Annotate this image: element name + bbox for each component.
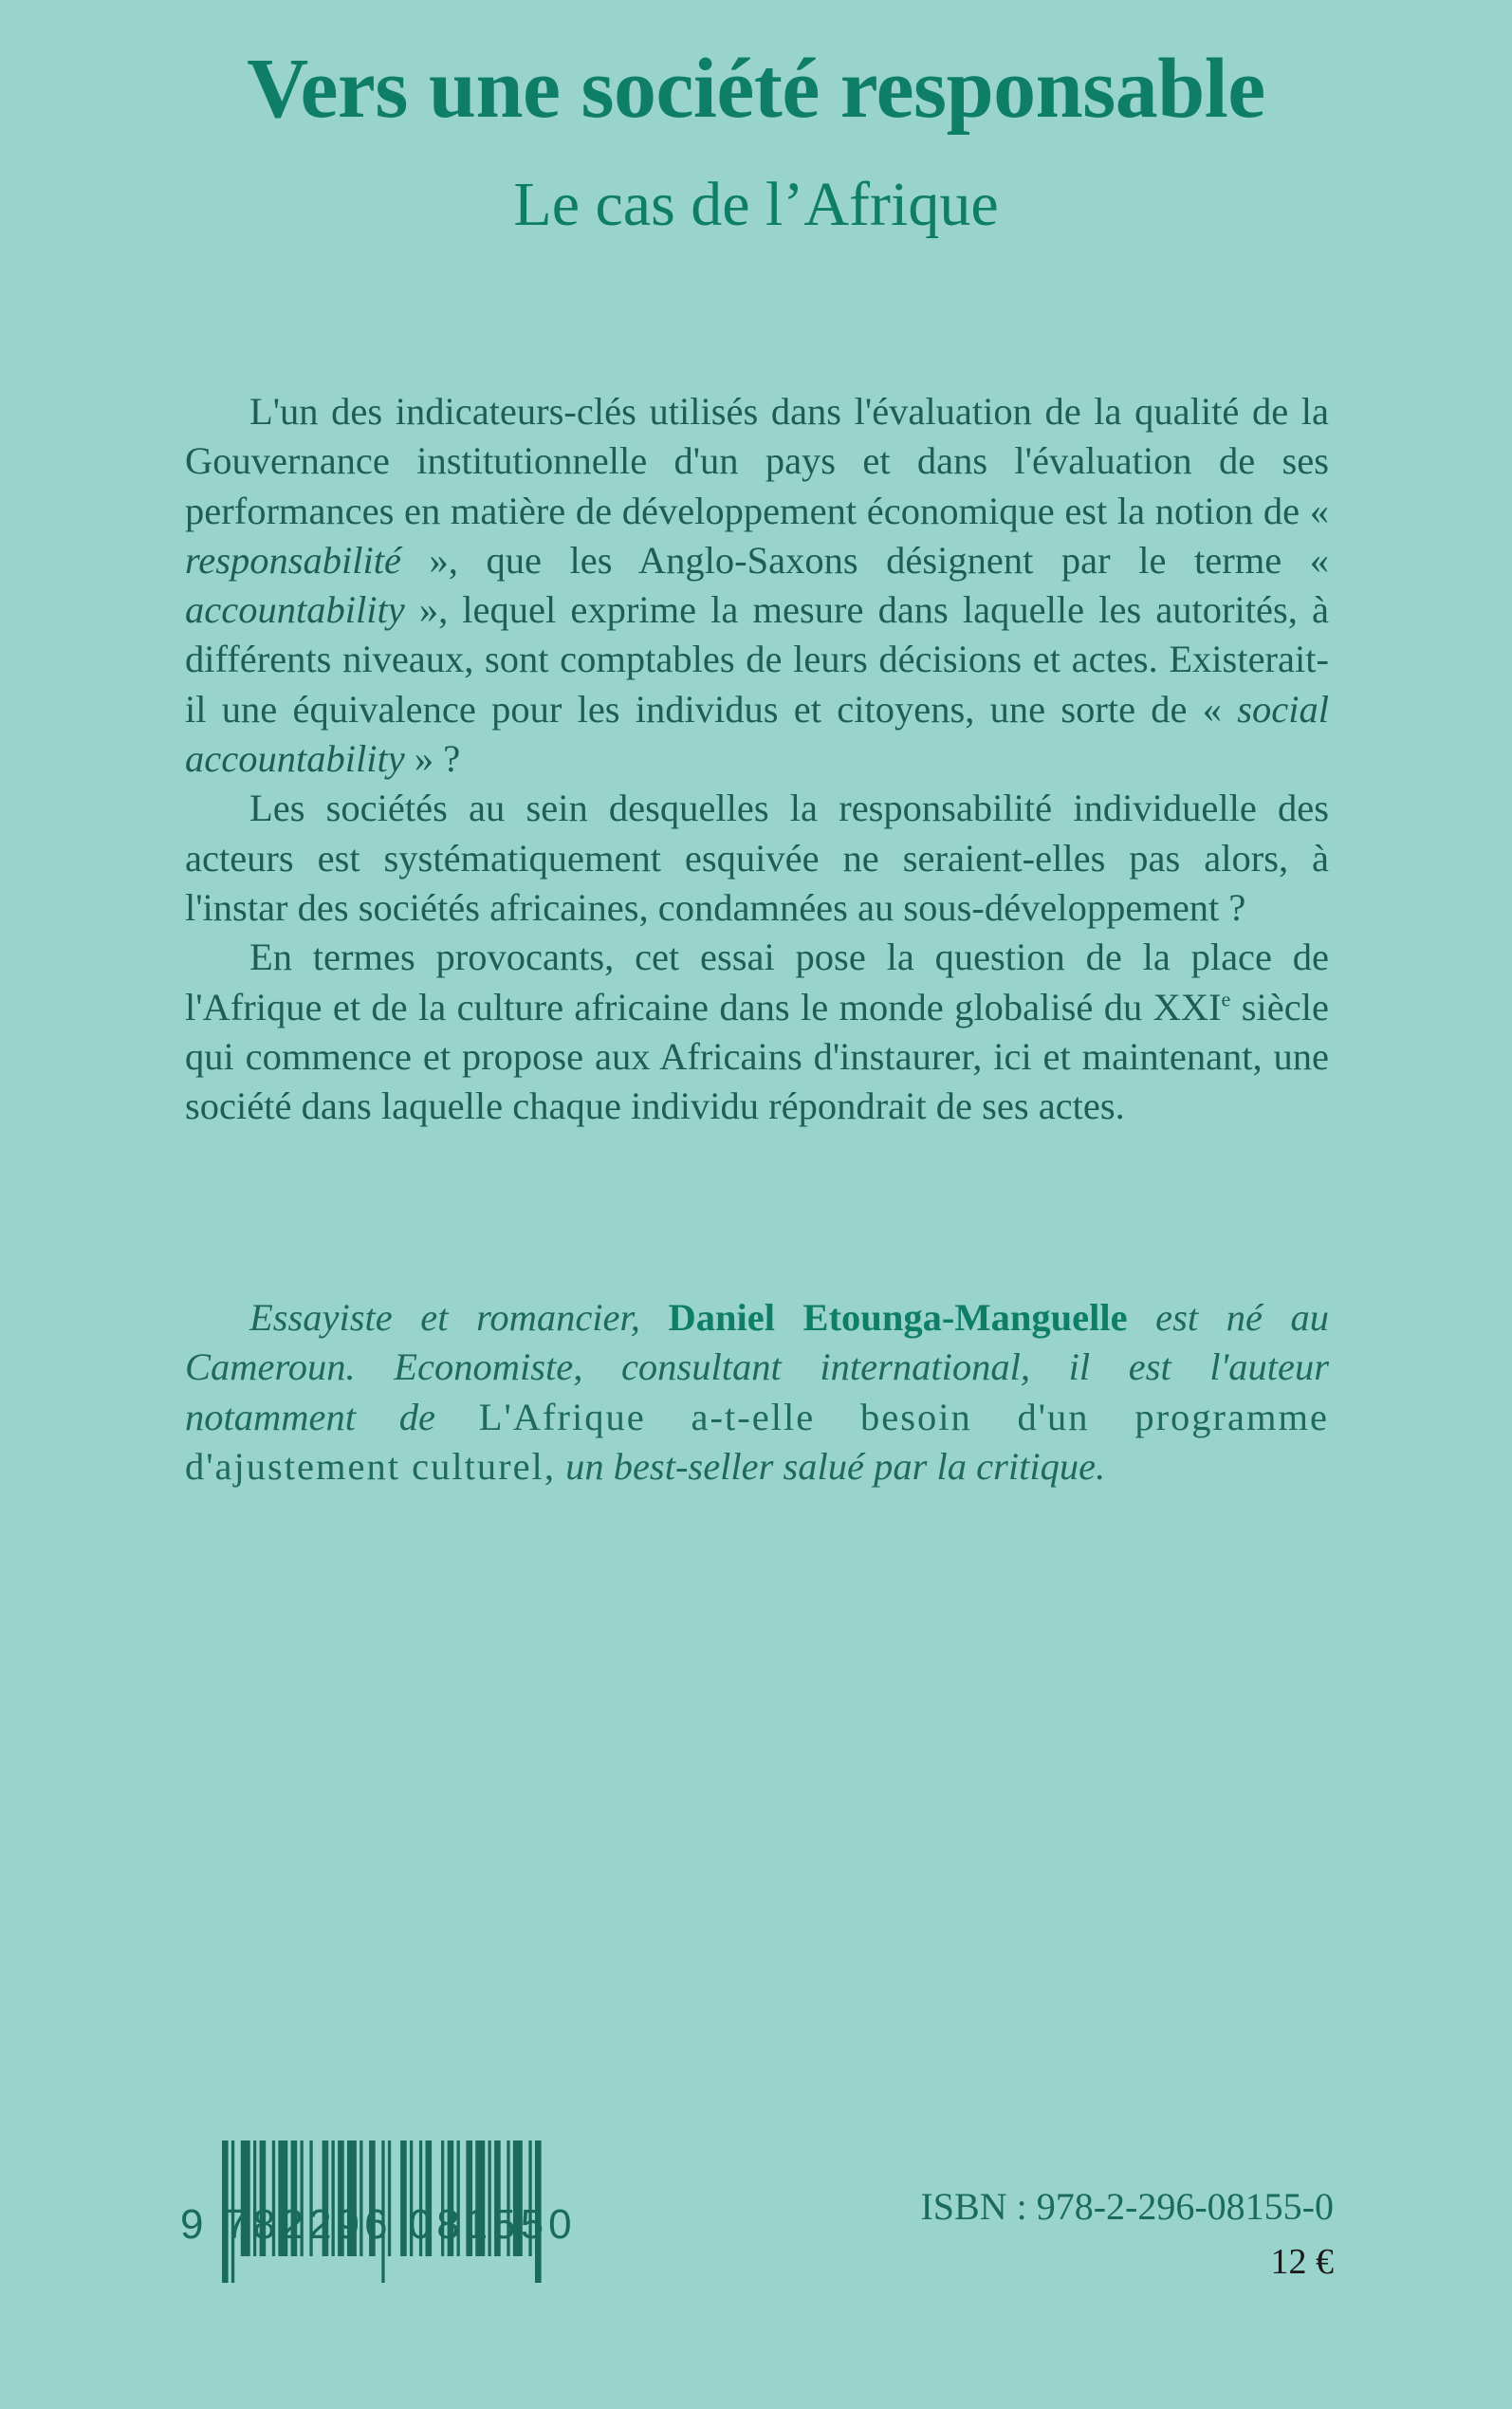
book-subtitle: Le cas de l’Afrique [513,170,999,239]
book-title: Vers une société responsable [247,42,1265,136]
barcode-digits: 9 782296 081550 [180,2201,577,2248]
blurb-paragraph-3 [185,933,1329,1131]
author-bio-paragraph [185,1293,1329,1492]
text-span: », lequel exprime la mesure dans laquelle les autorités, à différents niveaux, sont comptables de leurs décisions et actes. Existerait-il une équivalence pour les individus et citoyens, une sorte de « [185,588,1329,731]
book-reference: L'Afrique a-t-elle besoin d'un programme d'ajustement culturel, [185,1395,1329,1488]
text-span: est né au Cameroun. Economiste, consultant international, il est l'auteur notamment de [185,1296,1329,1438]
text-span: En termes provocants, cet essai pose la question de la place de l'Afrique et de la culture africaine dans le monde globalisé du XXI [185,936,1329,1028]
text-span: L'un des indicateurs-clés utilisés dans l'évaluation de la qualité de la Gouvernance institutionnelle d'un pays et dans l'évaluation de ses performances en matière de développement économique est la notion de « [185,390,1329,532]
author-bio [185,1293,1329,1492]
text-span: Essayiste et romancier, [249,1296,669,1339]
superscript: e [1221,987,1231,1011]
price: 12 € [1270,2242,1334,2282]
emphasis: responsabilité [185,538,401,582]
author-name: Daniel Etounga-Manguelle [668,1296,1128,1339]
blurb-paragraph-1 [185,387,1329,784]
isbn: ISBN : 978-2-296-08155-0 [920,2185,1334,2228]
emphasis: social accountability [185,687,1329,781]
emphasis: accountability [185,588,405,632]
text-span: », que les Anglo-Saxons désignent par le terme « [401,538,1329,582]
blurb-paragraph-2: Les sociétés au sein desquelles la responsabilité individuelle des acteurs est systématiquement esquivée ne seraient-elles pas alors, à l'instar des sociétés africaines, condamnées au sous-développement ? [185,787,1329,929]
text-span: un best-seller salué par la critique. [555,1444,1106,1488]
blurb [185,387,1329,1131]
text-span: siècle qui commence et propose aux Africains d'instaurer, ici et maintenant, une société dans laquelle chaque individu répondrait de ses actes. [185,985,1329,1128]
text-span: » ? [404,737,461,781]
